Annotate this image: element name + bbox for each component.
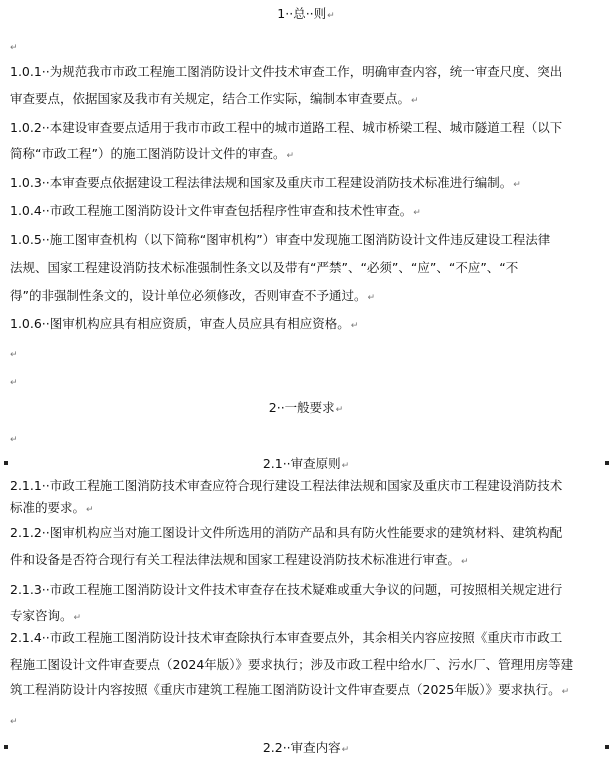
clause-2-1-4-line-3 [10, 682, 604, 700]
section-heading-2-1 [0, 456, 612, 474]
clause-text: 审查要点，依据国家及我市有关规定，结合工作实际，编制本审查要点。 [10, 91, 411, 106]
clause-text: 1.0.3··本审查要点依据建设工程法律法规和国家及重庆市工程建设消防技术标准进行编制。 [10, 175, 513, 190]
paragraph-mark: ↵ [10, 350, 18, 360]
clause-text: 1.0.6··图审机构应具有相应资质，审查人员应具有相应资格。 [10, 316, 350, 331]
clause-1-0-6 [10, 316, 604, 334]
paragraph-mark: ↵ [561, 687, 570, 697]
chapter-heading-1 [0, 6, 612, 24]
clause-text: 法规、国家工程建设消防技术标准强制性条文以及带有“严禁”、“必须”、“应”、“不应”、“不 [10, 260, 519, 275]
paragraph-mark: ↵ [86, 505, 94, 515]
section-heading-2-2-text: 2.2··审查内容 [262, 740, 341, 755]
section-heading-2-2 [0, 740, 612, 758]
clause-2-1-4-line-1 [10, 630, 604, 646]
clause-text: 2.1.4··市政工程施工图消防设计技术审查除执行本审查要点外，其余相关内容应按照《重庆市市政工 [10, 630, 563, 645]
clause-2-1-1-line-2 [10, 500, 604, 518]
clause-text: 程施工图设计文件审查要点（2024年版）》要求执行；涉及市政工程中给水厂、污水厂、管理用房等建 [10, 657, 574, 672]
clause-2-1-4-line-2 [10, 657, 604, 673]
empty-paragraph [10, 712, 604, 730]
clause-text: 件和设备是否符合现行有关工程法律法规和国家工程建设消防技术标准进行审查。 [10, 552, 461, 567]
paragraph-mark: ↵ [513, 180, 521, 190]
clause-text: 筑工程消防设计内容按照《重庆市建筑工程施工图消防设计文件审查要点（2025年版）》要求执行。 [10, 682, 561, 697]
paragraph-mark: ↵ [286, 151, 294, 161]
paragraph-mark: ↵ [341, 461, 350, 471]
clause-text: 1.0.5··施工图审查机构（以下简称“图审机构”）审查中发现施工图消防设计文件违反建设工程法律 [10, 232, 551, 247]
clause-text: 专家咨询。 [10, 608, 73, 623]
empty-paragraph [10, 430, 604, 448]
chapter-heading-1-text: 1··总··则 [277, 6, 327, 21]
paragraph-mark: ↵ [341, 745, 350, 755]
clause-text: 2.1.2··图审机构应当对施工图设计文件所选用的消防产品和具有防火性能要求的建筑材料、建筑构配 [10, 525, 563, 540]
paragraph-mark: ↵ [411, 96, 419, 106]
clause-text: 简称“市政工程”）的施工图消防设计文件的审查。 [10, 146, 286, 161]
clause-text: 2.1.1··市政工程施工图消防技术审查应符合现行建设工程法律法规和国家及重庆市工程建设消防技术 [10, 478, 563, 493]
clause-2-1-2-line-2 [10, 552, 604, 570]
chapter-heading-2-text: 2··一般要求 [268, 400, 335, 415]
clause-1-0-4 [10, 203, 604, 221]
clause-2-1-1-line-1 [10, 478, 604, 494]
paragraph-mark: ↵ [10, 435, 18, 445]
clause-1-0-2-line-1 [10, 120, 604, 136]
empty-paragraph [10, 373, 604, 391]
clause-1-0-3 [10, 175, 604, 193]
paragraph-mark: ↵ [10, 43, 18, 53]
clause-text: 1.0.4··市政工程施工图消防设计文件审查包括程序性审查和技术性审查。 [10, 203, 413, 218]
clause-text: 2.1.3··市政工程施工图消防设计文件技术审查存在技术疑难或重大争议的问题，可按照相关规定进行 [10, 582, 563, 597]
paragraph-mark: ↵ [350, 321, 359, 331]
clause-text: 1.0.1··为规范我市市政工程施工图消防设计文件技术审查工作，明确审查内容，统一审查尺度、突出 [10, 64, 563, 79]
clause-text: 1.0.2··本建设审查要点适用于我市市政工程中的城市道路工程、城市桥梁工程、城市隧道工程（以下 [10, 120, 563, 135]
paragraph-mark: ↵ [327, 11, 335, 21]
clause-1-0-5-line-2 [10, 260, 604, 276]
clause-1-0-1-line-2 [10, 91, 604, 109]
clause-2-1-2-line-1 [10, 525, 604, 541]
clause-2-1-3-line-1 [10, 582, 604, 598]
paragraph-mark: ↵ [367, 293, 376, 303]
paragraph-mark: ↵ [10, 378, 18, 388]
paragraph-mark: ↵ [10, 717, 18, 727]
clause-text: 得”的非强制性条文的，设计单位必须修改，否则审查不予通过。 [10, 288, 367, 303]
clause-1-0-2-line-2 [10, 146, 604, 164]
paragraph-mark: ↵ [335, 405, 344, 415]
clause-1-0-1-line-1 [10, 64, 604, 80]
clause-1-0-5-line-3 [10, 288, 604, 306]
chapter-heading-2 [0, 400, 612, 418]
paragraph-mark: ↵ [73, 613, 82, 623]
clause-1-0-5-line-1 [10, 232, 604, 248]
empty-paragraph [10, 345, 604, 363]
section-heading-2-1-text: 2.1··审查原则 [262, 456, 341, 471]
paragraph-mark: ↵ [461, 557, 469, 567]
clause-text: 标准的要求。 [10, 500, 86, 515]
empty-paragraph [10, 38, 604, 56]
paragraph-mark: ↵ [413, 208, 421, 218]
clause-2-1-3-line-2 [10, 608, 604, 626]
